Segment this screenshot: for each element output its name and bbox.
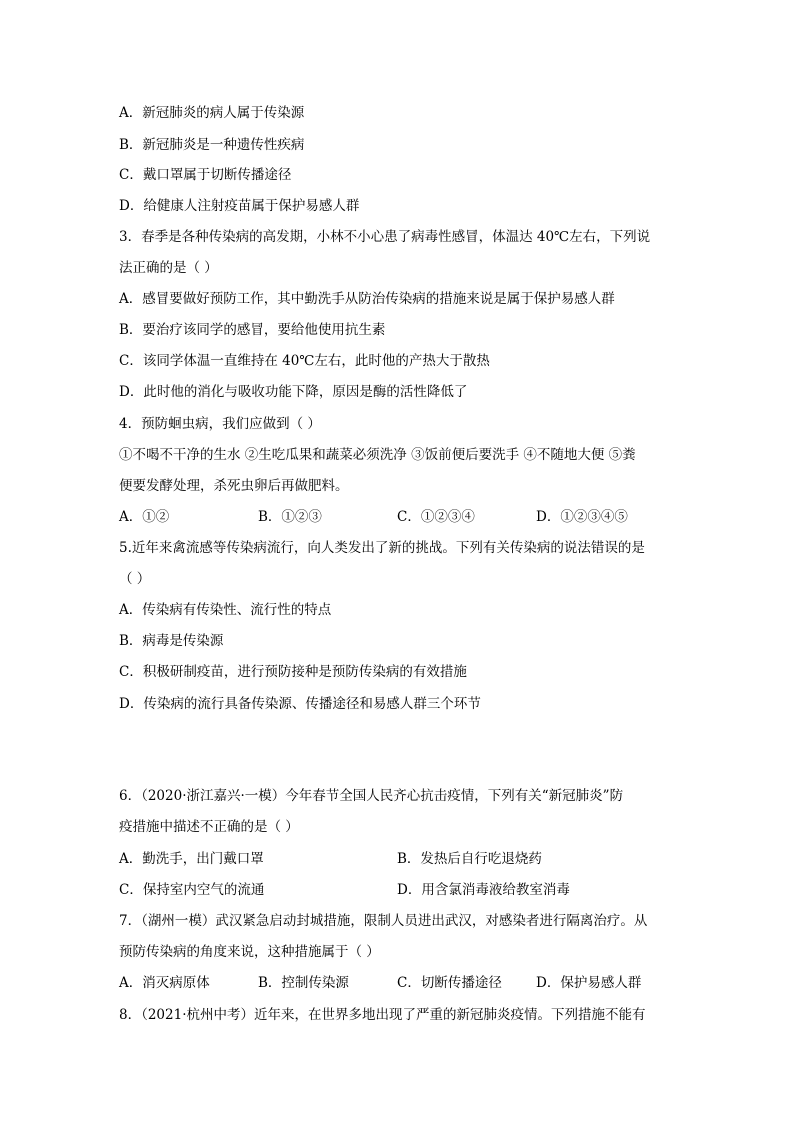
q6-options-row2	[119, 880, 679, 900]
q7-stem-line1: 7．（湖州一模）武汉紧急启动封城措施，限制人员进出武汉，对感染者进行隔离治疗。从	[119, 913, 648, 929]
q7-option-a: A．消灭病原体	[119, 975, 210, 991]
q4-list-line2: 便要发酵处理，杀死虫卵后再做肥料。	[119, 478, 349, 494]
q5-option-d: D．传染病的流行具备传染源、传播途径和易感人群三个环节	[119, 696, 481, 712]
q4-list-line1: ①不喝不干净的生水 ②生吃瓜果和蔬菜必须洗净 ③饭前便后要洗手 ④不随地大便 ⑤粪	[119, 447, 636, 463]
q3-option-b: B．要治疗该同学的感冒，要给他使用抗生素	[119, 322, 386, 338]
q4-options-row	[119, 507, 679, 527]
q6-option-c: C．保持室内空气的流通	[119, 882, 265, 898]
q8-stem-line1: 8．（2021·杭州中考）近年来，在世界多地出现了严重的新冠肺炎疫情。下列措施不能有	[119, 1007, 646, 1023]
q3-option-d: D．此时他的消化与吸收功能下降，原因是酶的活性降低了	[119, 384, 468, 400]
q5-option-b: B．病毒是传染源	[119, 633, 224, 649]
q2-option-c: C．戴口罩属于切断传播途径	[119, 167, 292, 183]
q4-option-a: A．①②	[119, 509, 170, 525]
q7-option-c: C．切断传播途径	[397, 975, 502, 991]
q2-option-b: B．新冠肺炎是一种遗传性疾病	[119, 137, 305, 153]
q5-stem-line2: （ ）	[119, 571, 151, 587]
q7-stem-line2: 预防传染病的角度来说，这种措施属于（ ）	[119, 944, 380, 960]
q3-stem-line2: 法正确的是（ ）	[119, 260, 218, 276]
q2-option-d: D．给健康人注射疫苗属于保护易感人群	[119, 198, 360, 214]
q3-option-a: A．感冒要做好预防工作，其中勤洗手从防治传染病的措施来说是属于保护易感人群	[119, 291, 615, 307]
q2-option-a: A．新冠肺炎的病人属于传染源	[119, 105, 305, 121]
q5-option-a: A．传染病有传染性、流行性的特点	[119, 602, 332, 618]
q6-option-d: D．用含氯消毒液给教室消毒	[397, 882, 570, 898]
q7-option-b: B．控制传染源	[258, 975, 349, 991]
q6-stem-line2: 疫措施中描述不正确的是（ ）	[119, 819, 299, 835]
q6-options-row1	[119, 849, 679, 869]
q4-stem: 4．预防蛔虫病，我们应做到（ ）	[119, 416, 321, 432]
q6-stem-line1: 6．（2020·浙江嘉兴·一模）今年春节全国人民齐心抗击疫情，下列有关“新冠肺炎”防	[119, 788, 624, 804]
q7-option-d: D．保护易感人群	[536, 975, 642, 991]
q7-options-row	[119, 973, 679, 993]
q4-option-c: C．①②③④	[397, 509, 475, 525]
q4-option-d: D．①②③④⑤	[536, 509, 628, 525]
q6-option-b: B．发热后自行吃退烧药	[397, 851, 542, 867]
q4-option-b: B．①②③	[258, 509, 322, 525]
q5-option-c: C．积极研制疫苗，进行预防接种是预防传染病的有效措施	[119, 664, 467, 680]
q3-stem-line1: 3．春季是各种传染病的高发期，小林不小心患了病毒性感冒，体温达 40℃左右，下列说	[119, 229, 651, 245]
q6-option-a: A．勤洗手，出门戴口罩	[119, 851, 264, 867]
q3-option-c: C．该同学体温一直维持在 40℃左右，此时他的产热大于散热	[119, 353, 490, 369]
q5-stem-line1: 5.近年来禽流感等传染病流行，向人类发出了新的挑战。下列有关传染病的说法错误的是	[119, 540, 645, 556]
